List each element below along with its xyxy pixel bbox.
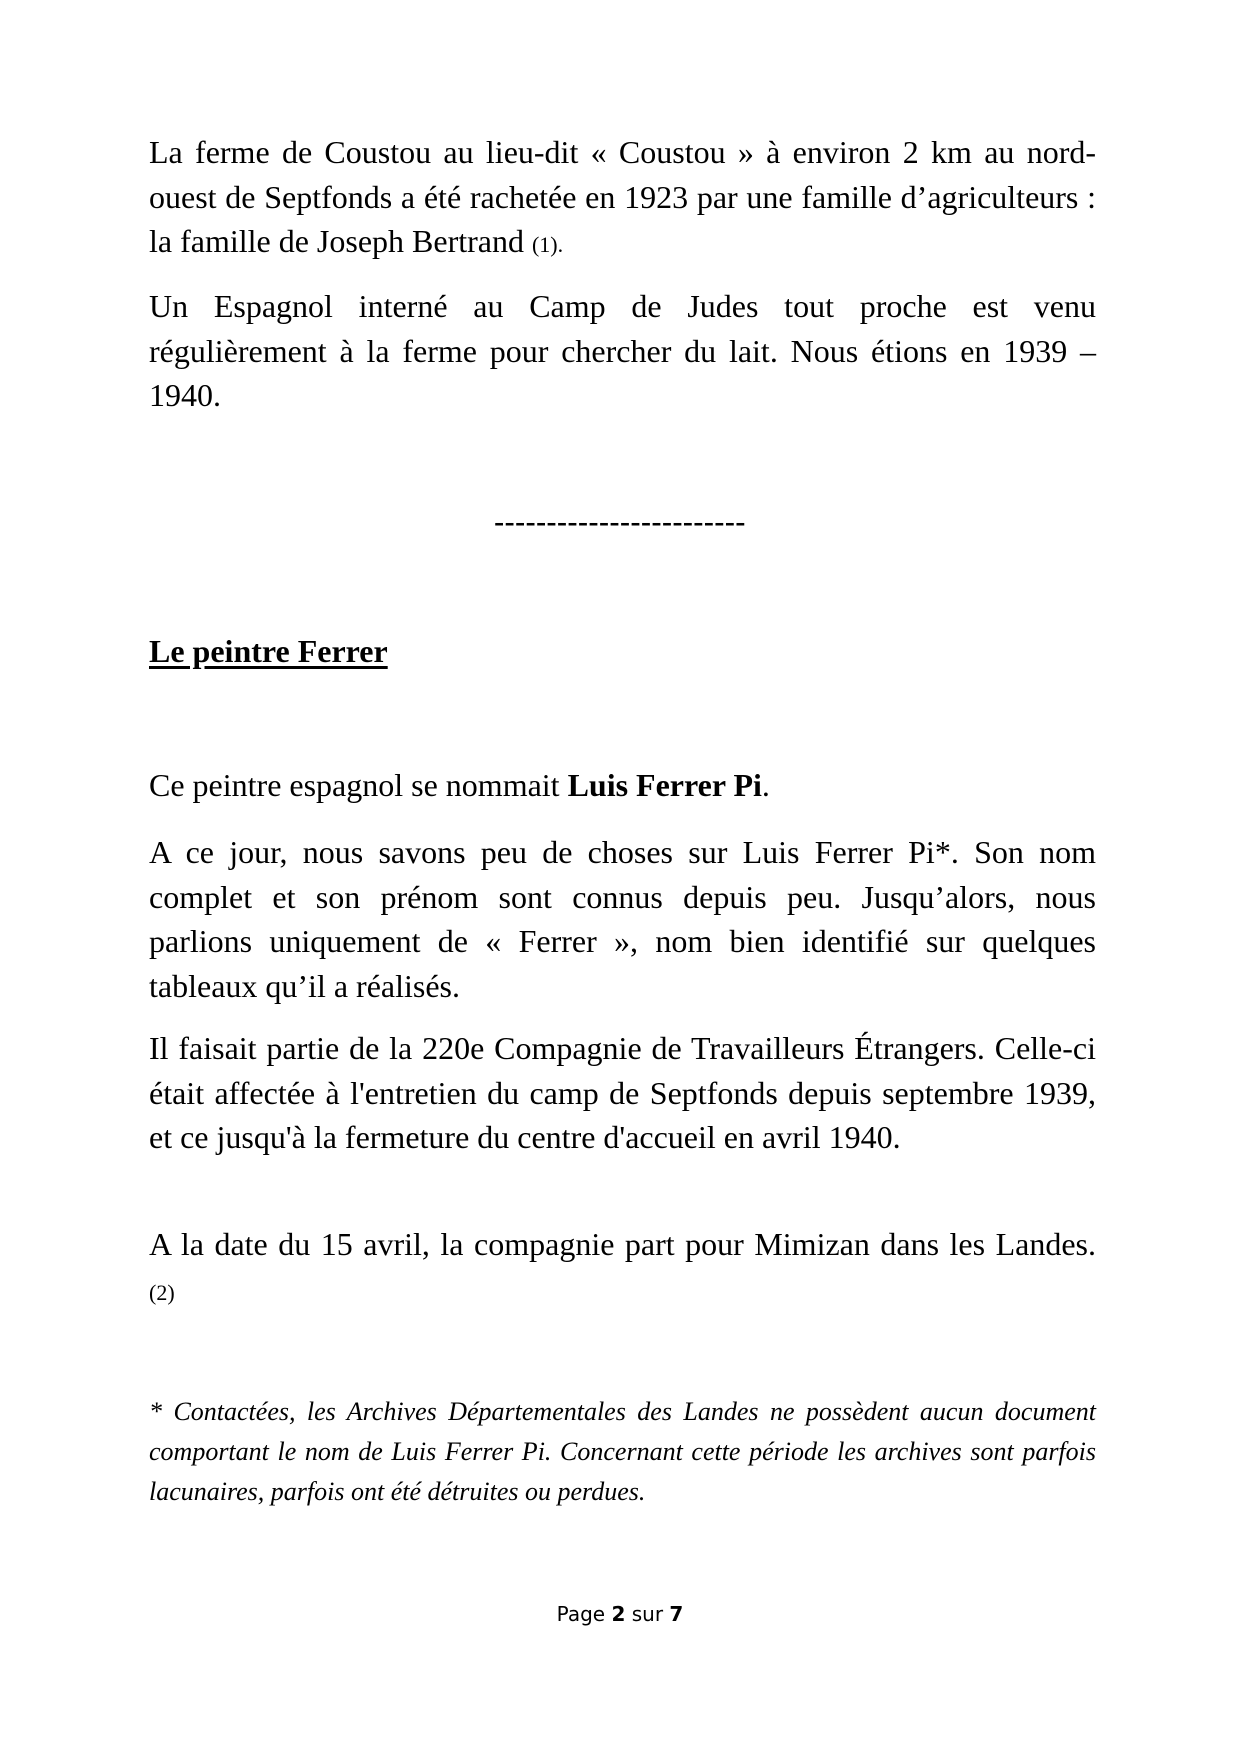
total-pages: 7	[669, 1602, 684, 1626]
section-separator: ------------------------	[494, 505, 746, 538]
page-of-label: sur	[631, 1602, 664, 1626]
painter-full-name: Luis Ferrer Pi	[567, 767, 762, 803]
paragraph-mimizan	[149, 1222, 1096, 1315]
paragraph-workers-company: Il faisait partie de la 220e Compagnie de Travailleurs Étrangers. Celle-ci était affectée à l'entretien du camp de Septfonds depuis septembre 1939, et ce jusqu'à la fermeture du centre d'accueil en avril 1940.	[149, 1030, 1096, 1155]
section-heading: Le peintre Ferrer	[149, 633, 388, 669]
paragraph-painter-name	[149, 763, 1096, 808]
current-page: 2	[611, 1602, 626, 1626]
paragraph-coustou-farm-text: La ferme de Coustou au lieu-dit « Coustou » à environ 2 km au nord-ouest de Septfonds a été rachetée en 1923 par une famille d’agriculteurs : la famille de Joseph Bertrand	[149, 134, 1096, 259]
footnote-reference-2: (2)	[149, 1279, 175, 1305]
footnote-archives: * Contactées, les Archives Départementales des Landes ne possèdent aucun document comportant le nom de Luis Ferrer Pi. Concernant cette période les archives sont parfois lacunaires, parfois ont été détruites ou perdues.	[149, 1397, 1096, 1506]
painter-intro-text: Ce peintre espagnol se nommait	[149, 767, 568, 803]
paragraph-what-we-know: A ce jour, nous savons peu de choses sur Luis Ferrer Pi*. Son nom complet et son prénom sont connus depuis peu. Jusqu’alors, nous parlions uniquement de « Ferrer », nom bien identifié sur quelques tableaux qu’il a réalisés.	[149, 834, 1096, 1004]
paragraph-spanish-internee: Un Espagnol interné au Camp de Judes tout proche est venu régulièrement à la ferme pour chercher du lait. Nous étions en 1939 – 1940.	[149, 288, 1096, 413]
paragraph-coustou-farm	[149, 130, 1096, 268]
page-number	[0, 1602, 1240, 1626]
footnote-reference-1: (1).	[531, 232, 564, 257]
page-label: Page	[556, 1602, 606, 1626]
paragraph-mimizan-text: A la date du 15 avril, la compagnie part pour Mimizan dans les Landes.	[149, 1226, 1096, 1262]
painter-intro-end: .	[761, 767, 770, 803]
